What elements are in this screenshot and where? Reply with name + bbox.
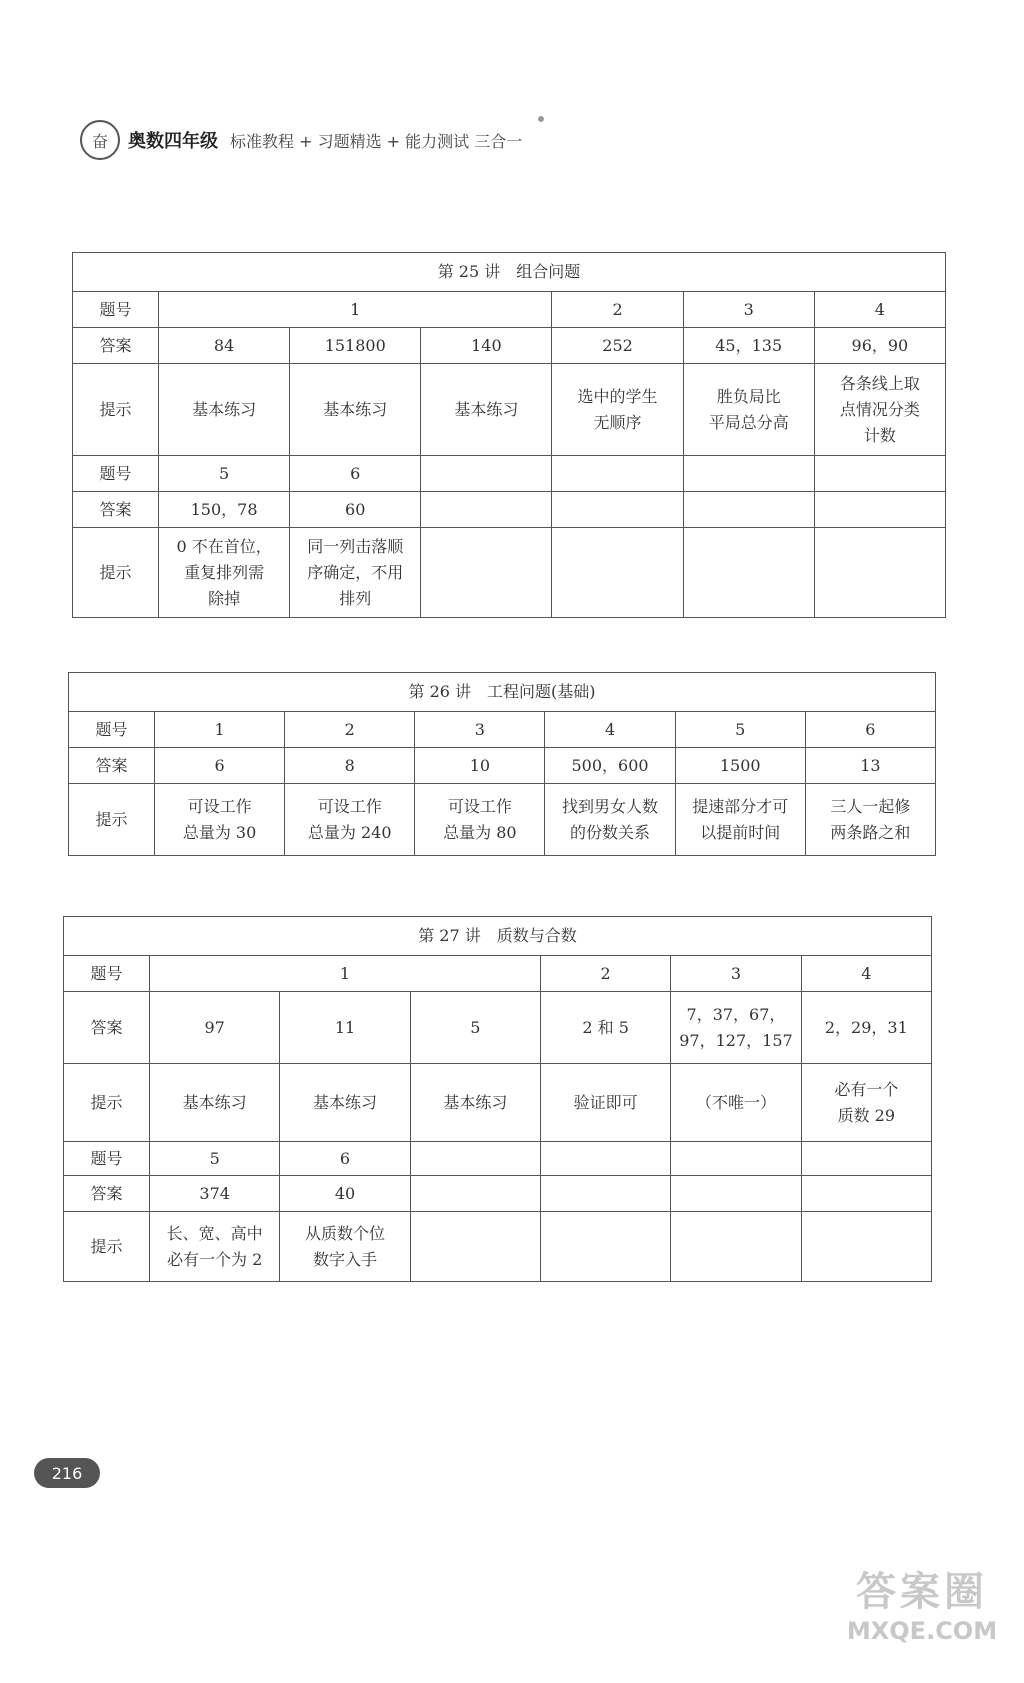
- question-number: 5: [675, 712, 805, 748]
- answer-cell: 252: [552, 328, 683, 364]
- row-label-number: 题号: [69, 712, 155, 748]
- lecture-25-table: [72, 252, 946, 618]
- answer-cell: 6: [155, 748, 285, 784]
- hint-cell: 可设工作 总量为 240: [285, 784, 415, 856]
- row-label-hint: 提示: [64, 1064, 150, 1142]
- hint-cell: 基本练习: [421, 364, 552, 456]
- answer-cell: 2 和 5: [540, 992, 670, 1064]
- answer-cell: 84: [159, 328, 290, 364]
- question-number: 4: [545, 712, 675, 748]
- empty-cell: [410, 1176, 540, 1212]
- question-number: 5: [159, 456, 290, 492]
- book-title: 奥数四年级: [128, 131, 218, 152]
- empty-cell: [421, 456, 552, 492]
- empty-cell: [552, 492, 683, 528]
- hint-cell: （不唯一）: [671, 1064, 801, 1142]
- hint-cell: 基本练习: [290, 364, 421, 456]
- answer-cell: 13: [805, 748, 935, 784]
- hint-cell: 各条线上取 点情况分类 计数: [814, 364, 945, 456]
- lecture-25-caption: 第 25 讲 组合问题: [73, 253, 946, 292]
- question-number: 1: [155, 712, 285, 748]
- hint-cell: 选中的学生 无顺序: [552, 364, 683, 456]
- row-label-number: 题号: [73, 292, 159, 328]
- hint-cell: 基本练习: [150, 1064, 280, 1142]
- empty-cell: [814, 456, 945, 492]
- empty-cell: [410, 1212, 540, 1282]
- hint-cell: 0 不在首位， 重复排列需 除掉: [159, 528, 290, 618]
- question-number: 2: [540, 956, 670, 992]
- answer-cell: 10: [415, 748, 545, 784]
- empty-cell: [683, 456, 814, 492]
- page-number: 216: [34, 1458, 100, 1488]
- question-number: 6: [805, 712, 935, 748]
- row-label-hint: 提示: [73, 528, 159, 618]
- site-watermark: [832, 1560, 1012, 1670]
- book-subtitle: 标准教程 + 习题精选 + 能力测试 三合一: [230, 131, 523, 151]
- decorative-dot: [538, 116, 544, 122]
- empty-cell: [540, 1176, 670, 1212]
- empty-cell: [671, 1176, 801, 1212]
- hint-cell: 基本练习: [159, 364, 290, 456]
- answer-cell: 97: [150, 992, 280, 1064]
- answer-cell: 1500: [675, 748, 805, 784]
- row-label-answer: 答案: [73, 492, 159, 528]
- empty-cell: [421, 492, 552, 528]
- row-label-hint: 提示: [69, 784, 155, 856]
- row-label-answer: 答案: [69, 748, 155, 784]
- answer-cell: 2，29，31: [801, 992, 931, 1064]
- question-number: 2: [285, 712, 415, 748]
- empty-cell: [814, 528, 945, 618]
- question-number: 4: [814, 292, 945, 328]
- hint-cell: 提速部分才可 以提前时间: [675, 784, 805, 856]
- empty-cell: [540, 1142, 670, 1176]
- hint-cell: 找到男女人数 的份数关系: [545, 784, 675, 856]
- question-number: 6: [290, 456, 421, 492]
- answer-cell: 374: [150, 1176, 280, 1212]
- hint-cell: 三人一起修 两条路之和: [805, 784, 935, 856]
- empty-cell: [540, 1212, 670, 1282]
- publisher-logo-icon: 奋: [80, 120, 120, 160]
- hint-cell: 胜负局比 平局总分高: [683, 364, 814, 456]
- hint-cell: 可设工作 总量为 30: [155, 784, 285, 856]
- lecture-27-caption: 第 27 讲 质数与合数: [64, 917, 932, 956]
- hint-cell: 基本练习: [280, 1064, 410, 1142]
- question-number: 3: [683, 292, 814, 328]
- row-label-answer: 答案: [73, 328, 159, 364]
- question-number: 1: [150, 956, 541, 992]
- question-number: 3: [671, 956, 801, 992]
- empty-cell: [801, 1176, 931, 1212]
- empty-cell: [552, 528, 683, 618]
- empty-cell: [683, 492, 814, 528]
- empty-cell: [814, 492, 945, 528]
- empty-cell: [421, 528, 552, 618]
- hint-cell: 可设工作 总量为 80: [415, 784, 545, 856]
- empty-cell: [801, 1142, 931, 1176]
- answer-cell: 60: [290, 492, 421, 528]
- row-label-number: 题号: [64, 1142, 150, 1176]
- hint-cell: 从质数个位 数字入手: [280, 1212, 410, 1282]
- answer-cell: 5: [410, 992, 540, 1064]
- hint-cell: 长、宽、高中 必有一个为 2: [150, 1212, 280, 1282]
- empty-cell: [552, 456, 683, 492]
- row-label-hint: 提示: [64, 1212, 150, 1282]
- answer-cell: 151800: [290, 328, 421, 364]
- hint-cell: 基本练习: [410, 1064, 540, 1142]
- answer-cell: 7，37，67， 97，127，157: [671, 992, 801, 1064]
- hint-cell: 同一列击落顺 序确定，不用 排列: [290, 528, 421, 618]
- empty-cell: [801, 1212, 931, 1282]
- hint-cell: 验证即可: [540, 1064, 670, 1142]
- question-number: 3: [415, 712, 545, 748]
- lecture-26-caption: 第 26 讲 工程问题(基础): [69, 673, 936, 712]
- row-label-hint: 提示: [73, 364, 159, 456]
- row-label-answer: 答案: [64, 992, 150, 1064]
- empty-cell: [671, 1142, 801, 1176]
- page-header: [80, 120, 522, 160]
- lecture-27-table: [63, 916, 932, 1282]
- question-number: 5: [150, 1142, 280, 1176]
- lecture-26-table: [68, 672, 936, 856]
- hint-cell: 必有一个 质数 29: [801, 1064, 931, 1142]
- row-label-number: 题号: [73, 456, 159, 492]
- answer-cell: 140: [421, 328, 552, 364]
- watermark-line-2: MXQE.COM: [846, 1617, 998, 1645]
- row-label-answer: 答案: [64, 1176, 150, 1212]
- answer-cell: 500，600: [545, 748, 675, 784]
- answer-cell: 8: [285, 748, 415, 784]
- empty-cell: [671, 1212, 801, 1282]
- answer-cell: 11: [280, 992, 410, 1064]
- empty-cell: [683, 528, 814, 618]
- question-number: 6: [280, 1142, 410, 1176]
- row-label-number: 题号: [64, 956, 150, 992]
- watermark-line-1: 答案圈: [856, 1569, 988, 1615]
- question-number: 1: [159, 292, 552, 328]
- question-number: 4: [801, 956, 931, 992]
- empty-cell: [410, 1142, 540, 1176]
- answer-cell: 40: [280, 1176, 410, 1212]
- answer-cell: 45，135: [683, 328, 814, 364]
- question-number: 2: [552, 292, 683, 328]
- answer-cell: 150，78: [159, 492, 290, 528]
- answer-cell: 96，90: [814, 328, 945, 364]
